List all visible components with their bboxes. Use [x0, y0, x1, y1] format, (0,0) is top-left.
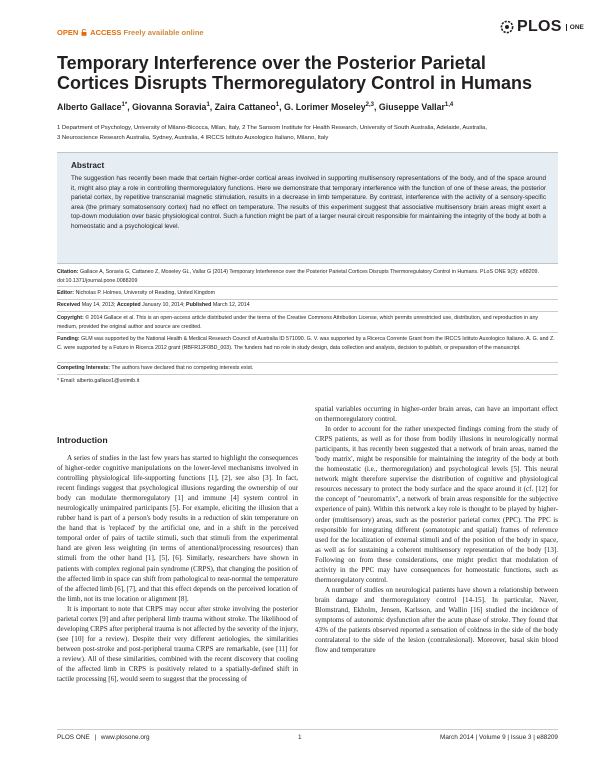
affiliation-line: 3 Neuroscience Research Australia, Sydney, Australia, 4 IRCCS Istituto Auxologico Italiano, Milano, Italy: [57, 135, 329, 141]
abstract-body: The suggestion has recently been made that certain higher-order cortical areas involved in supporting multisensory representations of the body, and of the space around it, might also play a role in controlling thermoregulatory functions. Here we demonstrate that temporary interference with the function of one of these areas, the posterior parietal cortex, by repetitive transcranial magnetic stimulation, results in a decrease in limb temperature. By contrast, interference with the activity of a sensory-specific area (the primary somatosensory cortex) had no effect on temperature. The results of this experiment suggest that associative multisensory brain areas might exert a top-down modulation over basic physiological control. Such a function might be part of a larger neural circuit responsible for maintaining the integrity of the body at both a homeostatic and a psychological level.: [71, 175, 546, 230]
paragraph: spatial variables occurring in higher-order brain areas, can have an important effect on thermoregulatory control.: [315, 405, 558, 424]
author-affiliation-marker: 1*: [121, 102, 128, 109]
article-title: Temporary Interference over the Posterior Parietal Cortices Disrupts Thermoregulatory Control in Humans: [57, 53, 533, 93]
email-block: [57, 377, 557, 386]
open-access-suffix: ACCESS: [90, 28, 122, 37]
divider: [57, 332, 558, 333]
footer-journal-block: PLOS ONE | www.plosone.org: [57, 734, 150, 741]
author-affiliation-marker: 1: [206, 102, 210, 109]
footer-issue: March 2014 | Volume 9 | Issue 3 | e88209: [440, 734, 558, 741]
received-date: May 14, 2013;: [81, 302, 116, 308]
plos-logo-icon: [500, 20, 514, 34]
page-number: 1: [298, 734, 302, 741]
paragraph: A series of studies in the last few years has started to highlight the consequences of higher-order cognitive manipulations on the lower-level mechanisms involved in controlling physiological life-supporting functions [1], [2], see also [3]. In fact, recent findings suggest that psychological illusions regarding the ownership of our body can modulate thermoregulatory [1] and immune [4] system control in neurologically unimpaired participants [5]. For example, eliciting the illusion that a rubber hand is part of a person's body results in a reduction of skin temperature on the hand that is 'replaced' by the artificial one, and in a shift in the perceived temporal order of pairs of tactile stimuli, such that stimuli from the experimental hand are given less weighting (in terms of attentional/processing resources) than stimuli from the other hand [1], [5], [6]. Similarly, researchers have shown in patients with complex regional pain syndrome (CRPS), that changing the position of the affected limb in space can shift from pathological to near-normal the temperature of the affected limb [6], [7], and that this effect depends on the perceived location of the limb, not its true location or alignment [8].: [57, 454, 298, 603]
divider: [57, 362, 558, 363]
copyright-label: Copyright:: [57, 315, 84, 321]
editor-block: [57, 289, 557, 298]
copyright-block: [57, 314, 557, 332]
right-column: [315, 404, 558, 655]
open-access-prefix: OPEN: [57, 28, 79, 37]
editor-text: Nicholas P. Holmes, University of Reading, United Kingdom: [75, 290, 216, 296]
paragraph: A number of studies on neurological patients have shown a relationship between brain damage and thermoregulatory control [14-15]. In particular, Naver, Blomstrand, Ekholm, Jensen, Karlsson, and Wallin [16] studied the incidence of symptoms of autonomic dysfunction after the acute phase of stroke. They found that 43% of the patients observed reported a sensation of coldness in the side of the body contralateral to the side of the lesion (contralesional). Moreover, basal skin blood flow and temperature: [315, 585, 558, 655]
citation-label: Citation:: [57, 269, 79, 275]
open-access-label: [57, 28, 204, 37]
footer-journal: PLOS ONE: [57, 734, 90, 741]
funding-block: [57, 335, 557, 353]
author-affiliation-marker: 2,3: [365, 102, 375, 109]
accepted-label: Accepted: [116, 302, 141, 308]
author-name: Zaira Cattaneo: [214, 102, 276, 112]
author-name: Giovanna Soravia: [132, 102, 207, 112]
competing-label: Competing Interests:: [57, 365, 110, 371]
plos-one-text: ONE: [566, 24, 584, 31]
freely-available-label: Freely available online: [123, 28, 204, 37]
competing-text: The authors have declared that no competing interests exist.: [111, 365, 254, 371]
accepted-date: January 10, 2014;: [142, 302, 185, 308]
author-affiliation-marker: 1: [275, 102, 280, 109]
dates-block: [57, 301, 557, 310]
author-affiliation-marker: 1,4: [444, 102, 454, 109]
left-column: [57, 453, 298, 684]
affiliation-line: 1 Department of Psychology, University of Milano-Bicocca, Milan, Italy, 2 The Sansom Institute for Health Research, University of South Australia, Adelaide, Australia,: [57, 125, 487, 131]
paragraph: In order to account for the rather unexpected findings coming from the study of CRPS patients, as well as for those from bodily illusions in neurologically normal participants, it has recently been suggested that a network of brain areas, named the 'body matrix', might be responsible for maintaining the integrity of the body at both the homeostatic (i.e., thermoregulation) and psychological levels [5]. This neural network might therefore supervise the distribution of cognitive and physiological resources necessary to protect the body surface and the space around it (cf. [12] for the concept of "neuromatrix", a network of brain areas responsible for the subjective experience of pain). Within this network a key role is thought to be played by higher-order (multisensory) areas, such as the posterior parietal cortex (PPC). The PPC is responsible for integrating different (somatotopic and spatial) frames of reference used for the localization of external stimuli and of the position of the body in space, as well as for sustaining a coherent multisensory representation of the body [13]. Following on from these considerations, one might predict that modulation of activity in the PPC may have consequences for homeostatic functions, such as thermoregulatory control.: [315, 425, 558, 584]
divider: [57, 311, 558, 312]
affiliations: [57, 123, 557, 143]
paragraph: It is important to note that CRPS may occur after stroke involving the posterior parietal cortex [9] and after peripheral limb trauma without stroke. The likelihood of developing CRPS after peripheral trauma is not affected by the severity of the injury, (see [10] for a review). Despite their very different aetiologies, the similarities between post-stroke and post-peripheral trauma CRPS are remarkable, (see [11] for a review). All of these similarities, combined with the recent discovery that cooling of the affected limb in CRPS is positively related to a spatially-defined shift in tactile processing [6], would seem to suggest that the processing of: [57, 604, 298, 684]
published-label: Published: [186, 302, 212, 308]
published-date: March 12, 2014: [212, 302, 250, 308]
author-name: Giuseppe Vallar: [378, 102, 445, 112]
copyright-text: © 2014 Gallace et al. This is an open-access article distributed under the terms of the Creative Commons Attribution License, which permits unrestricted use, distribution, and reproduction in any medium, provided the original author and source are credited.: [57, 315, 539, 330]
footer-divider: [57, 729, 558, 730]
received-label: Received: [57, 302, 81, 308]
plos-brand-text: PLOS: [517, 18, 562, 35]
abstract-box: [57, 152, 558, 264]
open-lock-icon: [81, 29, 87, 36]
divider: [57, 299, 558, 300]
divider: [57, 374, 558, 375]
page-header: [0, 0, 600, 50]
competing-interests-block: [57, 364, 557, 373]
author-name: Alberto Gallace: [57, 102, 122, 112]
footer-url[interactable]: www.plosone.org: [100, 734, 150, 741]
section-heading: Introduction: [57, 435, 108, 445]
editor-label: Editor:: [57, 290, 75, 296]
plos-one-logo: [500, 18, 584, 36]
divider: [57, 286, 558, 287]
citation-text: Gallace A, Soravia G, Cattaneo Z, Moseley GL, Vallar G (2014) Temporary Interference over the Posterior Parietal Cortices Disrupts Thermoregulatory Control in Humans. PLoS ONE 9(3): e88209. doi:10.1371/journal.pone.0088209: [57, 269, 539, 284]
corresponding-email: * Email: alberto.gallace1@unimib.it: [57, 378, 140, 384]
citation-block: [57, 268, 557, 286]
funding-text: GLM was supported by the National Health & Medical Research Council of Australia ID 571090. G. V. was supported by a Ricerca Corrente Grant from the IRCCS Istituto Auxologico Italiano. A. G. and Z. C. were supported by a Futuro in Ricerca 2012 grant (RBFR12F0BD_003). The funders had no role in study design, data collection and analysis, decision to publish, or preparation of the manuscript.: [57, 336, 555, 351]
author-list: Alberto Gallace$^{1*}$, Giovanna Soravia$^1$, Zaira Cattaneo$^1$, G. Lorimer Moseley$^{2,3}$, Giuseppe Vallar$^{1,4}$: [57, 102, 454, 112]
abstract-heading: Abstract: [71, 161, 105, 170]
author-name: G. Lorimer Moseley: [284, 102, 366, 112]
funding-label: Funding:: [57, 336, 80, 342]
